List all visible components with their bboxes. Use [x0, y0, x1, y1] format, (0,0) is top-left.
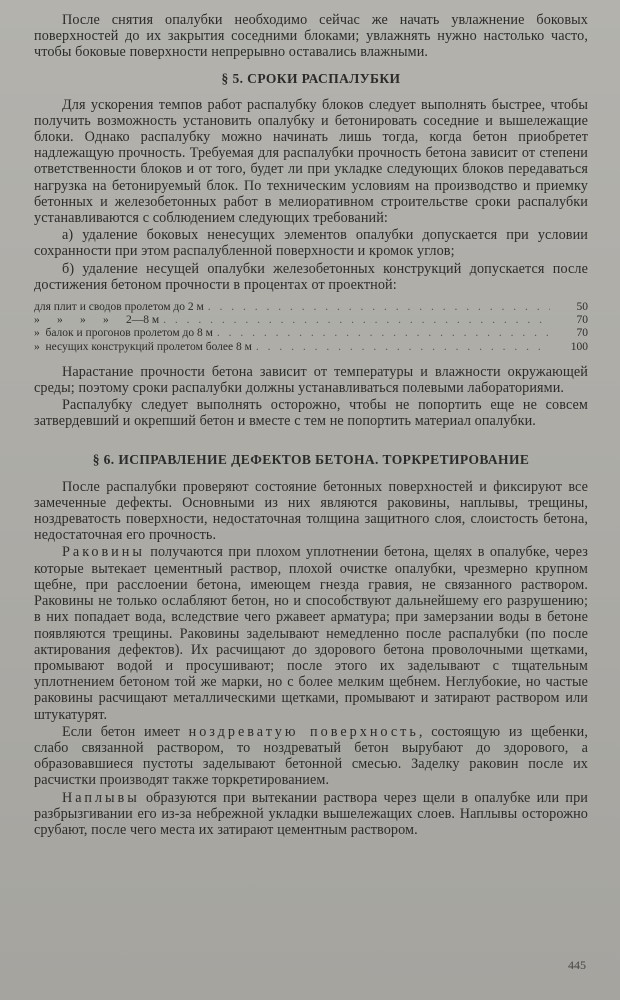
page-number: 445 [568, 958, 586, 972]
section-6-paragraph-4 [34, 790, 588, 839]
table-row-label: » балок и прогонов пролетом до 8 м [34, 327, 213, 340]
leader-dots [217, 327, 550, 340]
table-row-value: 50 [576, 301, 588, 314]
term-nozdrevataya: ноздреватую поверхность [188, 723, 419, 740]
term-naplyvy: Наплывы [62, 789, 140, 806]
section-5-paragraph-1: Для ускорения темпов работ распалубку блоков следует выполнять быстрее, чтобы получить возможность установить опалубку и бетонировать соседние и вышележащие блоки. Однако распалубку можно начинать лишь тогда, когда бетон приобретет надлежащую прочность. Требуемая для распалубки прочность бетона зависит от степени ответственности блоков и от того, будет ли при укладке следующих блоков передаваться нагрузка на бетонируемый блок. По техническим условиям на производство и приемку бетонных и железобетонных работ в мелиоративном строительстве сроки распалубки устанавливаются с соблюдением следующих требований: [34, 96, 588, 227]
term-rakoviny: Раковины [62, 544, 145, 561]
table-row [34, 341, 588, 354]
section-5-paragraph-2: Нарастание прочности бетона зависит от температуры и влажности окружающей среды; поэтому сроки распалубки должны устанавливаться полевыми лабораториями. [34, 363, 588, 397]
table-row-label: для плит и сводов пролетом до 2 м [34, 301, 204, 314]
table-row [34, 314, 588, 327]
section-6-paragraph-2 [34, 544, 588, 722]
table-row-value: 100 [570, 340, 588, 353]
leader-dots [208, 301, 550, 314]
section-6-heading: § 6. ИСПРАВЛЕНИЕ ДЕФЕКТОВ БЕТОНА. ТОРКРЕТИРОВАНИЕ [92, 451, 530, 467]
paragraph-text: Если бетон имеет [62, 723, 189, 740]
table-row-label: » несущих конструкций пролетом более 8 м [34, 340, 252, 353]
table-row-value: 70 [576, 327, 588, 340]
paragraph-text: , состоящую из щебенки, слабо связанной раствором, то ноздреватый бетон вырубают до здорового, а образовавшиеся пустоты заделывают бетонной смесью. Заделку раковин после их расчистки производят также торкретированием. [34, 723, 588, 789]
section-5-heading: § 5. СРОКИ РАСПАЛУБКИ [221, 70, 401, 86]
table-row [34, 327, 588, 340]
leader-dots [256, 341, 550, 354]
requirement-b: б) удаление несущей опалубки железобетонных конструкций допускается после достижения бетоном прочности в процентах от проектной: [34, 260, 588, 293]
intro-paragraph: После снятия опалубки необходимо сейчас же начать увлажнение боковых поверхностей до их закрытия соседними блоками; увлажнять нужно настолько часто, чтобы боковые поверхности непрерывно оставались влажными. [34, 12, 588, 61]
paragraph-text: получаются при плохом уплотнении бетона, щелях в опалубке, через которые вытекает цементный раствор, плохой очистке опалубки, чрезмерно крупном щебне, при расслоении бетона, имеющем гнезда гравия, не связанного раствором. Раковины не только ослабляют бетон, но и способствуют дальнейшему его разрушению; в них попадает вода, вследствие чего ржавеет арматура; при замерзании воды в бетоне появляются трещины. Раковины заделывают немедленно после распалубки (по после актирования дефектов). Их расчищают до здорового бетона проволочными щетками, промывают водой и просушивают; после этого их заделывают с тщательным уплотнением бетоном той же марки, но с более мелким щебнем. Неглубокие, но частые раковины расчищают металлическими щетками, промывают и затирают раствором или штукатурят. [34, 544, 588, 723]
table-row [34, 301, 588, 314]
section-5-paragraph-3: Распалубку следует выполнять осторожно, чтобы не попортить еще не совсем затвердевший и окрепший бетон и вместе с тем не попортить материал опалубки. [34, 397, 588, 430]
paragraph-text: образуются при вытекании раствора через щели в опалубке или при разбрызгивании его из-за небрежной укладки вышележащих слоев. Наплывы осторожно срубают, после чего места их затирают цементным раствором. [34, 789, 588, 838]
section-6-paragraph-3 [34, 724, 588, 789]
section-6-paragraph-1: После распалубки проверяют состояние бетонных поверхностей и фиксируют все замеченные дефекты. Основными из них являются раковины, наплывы, трещины, ноздреватость поверхности, недостаточная толщина защитного слоя, слоистость бетона, недостаточная его прочность. [34, 478, 588, 544]
requirement-a: а) удаление боковых ненесущих элементов опалубки допускается при условии сохранности при этом распалубленной поверхности и кромок углов; [34, 227, 588, 260]
table-row-label: » » » » 2—8 м [34, 314, 160, 327]
strength-table [34, 301, 588, 354]
leader-dots [163, 314, 550, 327]
table-row-value: 70 [576, 314, 588, 327]
